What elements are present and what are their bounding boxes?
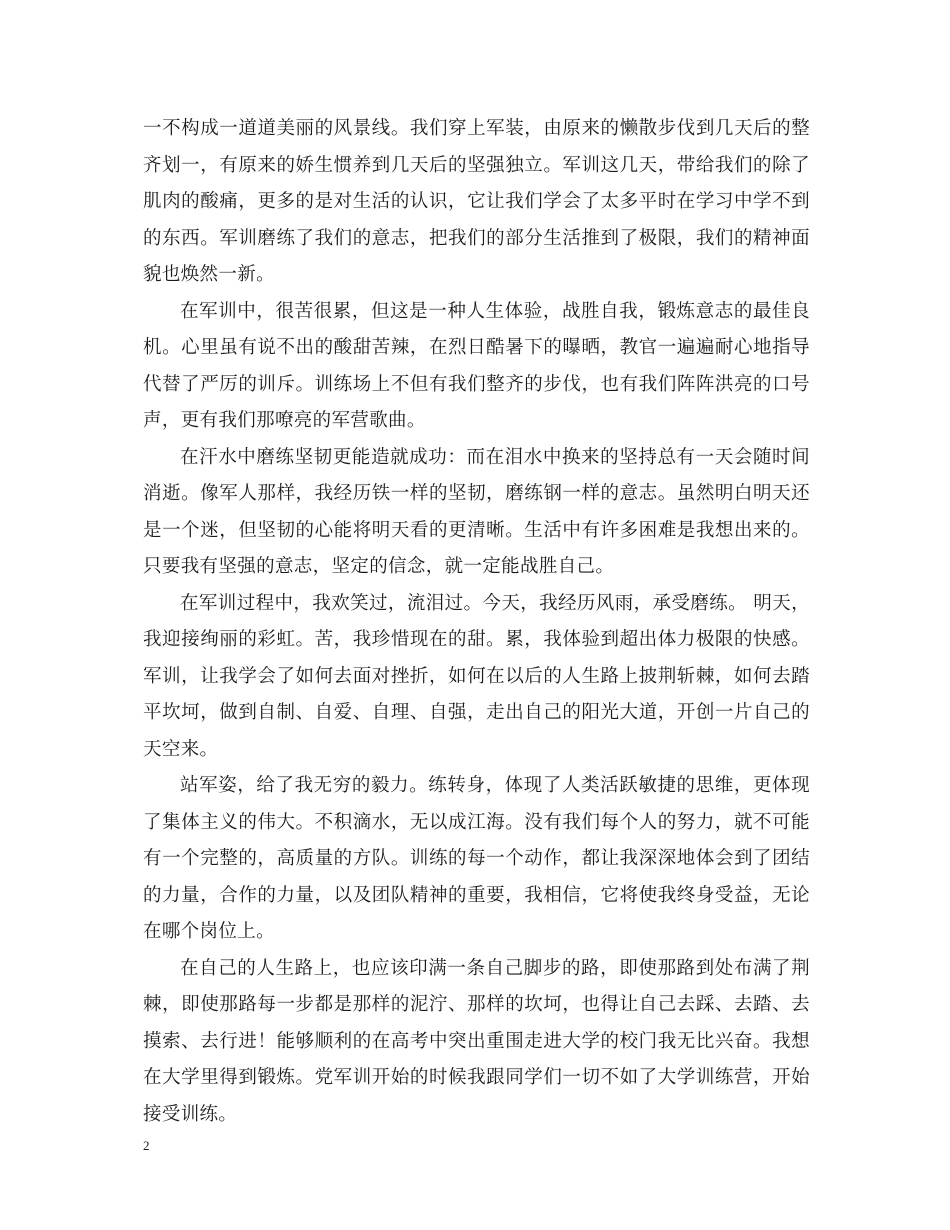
document-body [143,111,810,1133]
paragraph-6: 在自己的人生路上，也应该印满一条自己脚步的路，即使那路到处布满了荆棘，即使那路每一步都是那样的泥泞、那样的坎坷，也得让自己去踩、去踏、去摸索、去行进！能够顺利的在高考中突出重围走进大学的校门我无比兴奋。我想在大学里得到锻炼。党军训开始的时候我跟同学们一切不如了大学训练营，开始接受训练。 [143,957,810,1125]
paragraph-1: 一不构成一道道美丽的风景线。我们穿上军装，由原来的懒散步伐到几天后的整齐划一，有原来的娇生惯养到几天后的坚强独立。军训这几天，带给我们的除了肌肉的酸痛，更多的是对生活的认识，它让我们学会了太多平时在学习中学不到的东西。军训磨练了我们的意志，把我们的部分生活推到了极限，我们的精神面貌也焕然一新。 [143,118,810,285]
paragraph-5: 站军姿，给了我无穷的毅力。练转身，体现了人类活跃敏捷的思维，更体现了集体主义的伟大。不积滴水，无以成江海。没有我们每个人的努力，就不可能有一个完整的，高质量的方队。训练的每一个动作，都让我深深地体会到了团结的力量，合作的力量，以及团队精神的重要，我相信，它将使我终身受益，无论在哪个岗位上。 [143,775,810,942]
page-number: 2 [143,1138,150,1153]
paragraph-3: 在汗水中磨练坚韧更能造就成功：而在泪水中换来的坚持总有一天会随时间消逝。像军人那样，我经历铁一样的坚韧，磨练钢一样的意志。虽然明白明天还是一个迷，但坚韧的心能将明天看的更清晰。生活中有许多困难是我想出来的。只要我有坚强的意志，坚定的信念，就一定能战胜自己。 [143,446,810,577]
paragraph-2: 在军训中，很苦很累，但这是一种人生体验，战胜自我，锻炼意志的最佳良机。心里虽有说不出的酸甜苦辣，在烈日酷暑下的曝晒，教官一遍遍耐心地指导代替了严厉的训斥。训练场上不但有我们整齐的步伐，也有我们阵阵洪亮的口号声，更有我们那嘹亮的军营歌曲。 [143,300,810,431]
paragraph-4: 在军训过程中，我欢笑过，流泪过。今天，我经历风雨，承受磨练。 明天，我迎接绚丽的彩虹。苦，我珍惜现在的甜。累，我体验到超出体力极限的快感。军训，让我学会了如何去面对挫折，如何在以后的人生路上披荆斩棘，如何去踏平坎坷，做到自制、自爱、自理、自强，走出自己的阳光大道，开创一片自己的天空来。 [143,592,810,760]
